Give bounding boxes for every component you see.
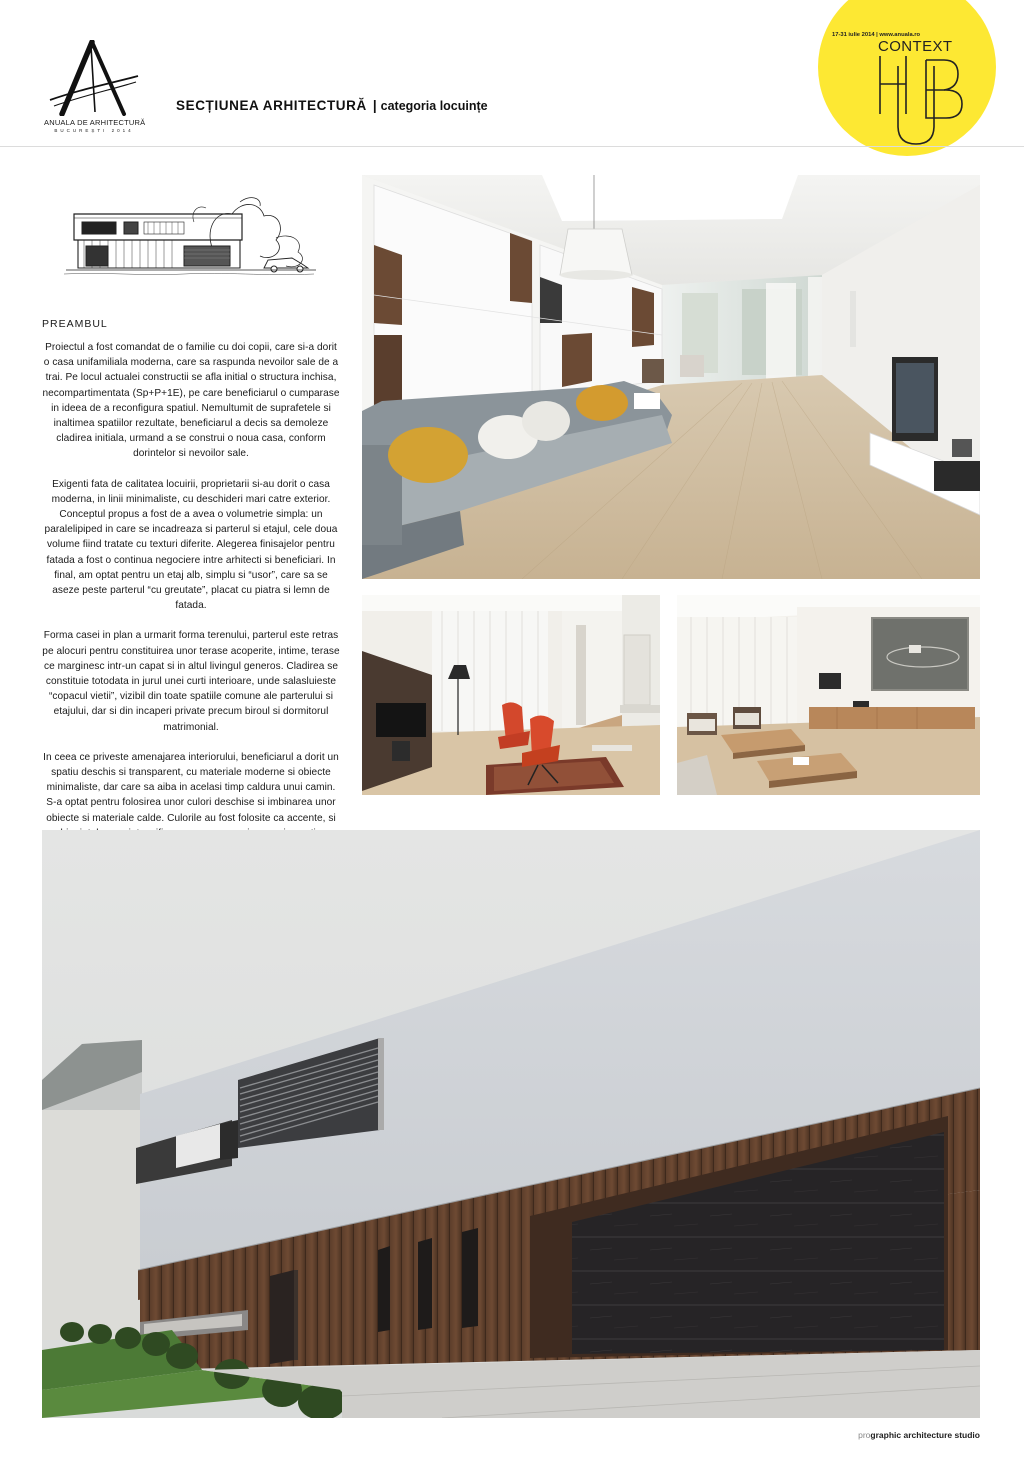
studio-credit bbox=[858, 1430, 980, 1440]
lounge-room-photo bbox=[677, 595, 980, 795]
header-rule bbox=[0, 146, 1024, 147]
studio-prefix: pro bbox=[858, 1430, 871, 1440]
category-label: categoria locuințe bbox=[380, 99, 488, 113]
studio-name: graphic architecture studio bbox=[870, 1430, 980, 1440]
article-paragraph: In ceea ce priveste amenajarea interiorului, beneficiarul a dorit un spatiu deschis si transparent, cu materiale moderne si obiecte minimaliste, dar care sa aiba in acelasi timp caldura unui camin. S-a optat pentru folosirea unor culori deschise si imbinarea unor obiecte si materiale calde. Culorile au fost folosite ca accente, si bbox=[43, 751, 339, 824]
anuala-a-monogram bbox=[48, 40, 140, 116]
article-heading: PREAMBUL bbox=[42, 318, 108, 330]
badge-date-site: 17-31 iulie 2014 | www.anuala.ro bbox=[832, 32, 921, 38]
anuala-logo bbox=[44, 40, 144, 150]
article-paragraph: Proiectul a fost comandat de o familie cu doi copii, care si-a dorit o casa unifamiliala moderna, care sa raspunda nevoilor sale de a trai. Pe locul actualei constructii se afla initial o structura inchisa, necompartimentata (Sp+P+1E), pe care beneficiarul o cumparase in ideea de a reconfigura spatiul. Nemultumit de suprafetele si inaltimea spatiilor rezultate, beneficiarul a decis sa demoleze cladirea initiala, urmand a se construi o noua casa, conform dorintelor si nevoilor sale. bbox=[42, 342, 340, 460]
title-separator: | bbox=[372, 98, 377, 113]
article-paragraph: Forma casei in plan a urmarit forma terenului, parterul este retras pe alocuri pentru constituirea unor terase acoperite, intime, terase ce marginesc intr-un capat si in altul livingul generos. Cladirea se constituie totodata in jurul unei curti interioare, unde salasluieste “copacul vietii”, vizibil din toate spatiile comune ale parterului si etajului, dar si din incaperi private precum biroul si dormitorul matrimonial. bbox=[42, 630, 340, 733]
context-hub-badge bbox=[818, 0, 996, 156]
badge-context: CONTEXT bbox=[878, 38, 953, 55]
section-title bbox=[176, 98, 488, 113]
logo-city: BUCUREȘTI 2014 bbox=[54, 128, 134, 133]
article-paragraph: Exigenti fata de calitatea locuirii, proprietarii si-au dorit o casa moderna, in linii minimaliste, cu deschideri mari catre exterior. Conceptul propus a fost de a avea o volumetrie simpla: un paralelipiped in care se incadreaza si parterul si etajul, cele doua volume fiind tratate cu texturi diferite. Alegerea finisajelor pentru fatada a fost o continua negociere intre arhitecti si beneficiari. In final, am optat pentru un etaj alb, simplu si “usor”, care sa se aseze peste parterul “cu greutate”, placat cu piatra si lemn de fatada. bbox=[44, 478, 338, 612]
hub-lettering bbox=[876, 52, 968, 148]
section-label: SECȚIUNEA ARHITECTURĂ bbox=[176, 98, 367, 113]
living-room-photo bbox=[362, 175, 980, 579]
fireplace-room-photo bbox=[362, 595, 660, 795]
article-body bbox=[42, 340, 340, 871]
logo-name: ANUALA DE ARHITECTURĂ bbox=[44, 118, 146, 127]
house-sketch bbox=[64, 192, 320, 282]
facade-photo bbox=[42, 830, 980, 1418]
